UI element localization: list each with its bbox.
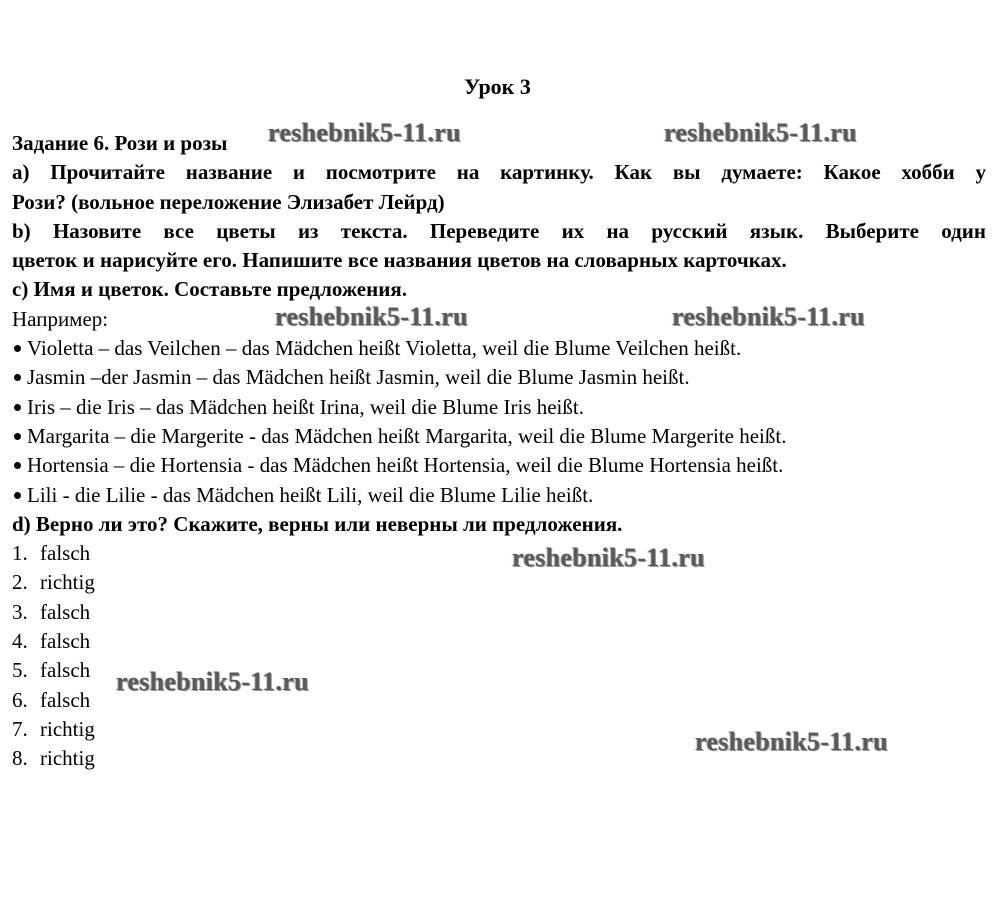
answer-value: richtig bbox=[40, 716, 95, 741]
answer-number: 1. bbox=[12, 541, 28, 566]
example-text: Margarita – die Margerite - das Mädchen heißt Margarita, weil die Blume Margerite heißt. bbox=[27, 423, 787, 448]
answer-value: falsch bbox=[40, 658, 91, 683]
example-text: Violetta – das Veilchen – das Mädchen heißt Violetta, weil die Blume Veilchen heißt. bbox=[27, 336, 742, 361]
answer-number: 8. bbox=[12, 746, 28, 771]
answer-item bbox=[12, 539, 986, 568]
answer-item bbox=[12, 715, 986, 744]
answer-item bbox=[12, 568, 986, 597]
watermark-text: reshebnik5-11.ru bbox=[672, 302, 865, 331]
example-item bbox=[12, 481, 986, 510]
answer-number: 5. bbox=[12, 658, 28, 683]
bullet-icon bbox=[14, 492, 21, 499]
example-item bbox=[12, 451, 986, 480]
answer-number: 6. bbox=[12, 687, 28, 712]
watermark-text: reshebnik5-11.ru bbox=[664, 118, 857, 147]
task-heading: Задание 6. Рози и розы bbox=[12, 131, 228, 155]
example-text: Jasmin –der Jasmin – das Mädchen heißt Jasmin, weil die Blume Jasmin heißt. bbox=[27, 365, 690, 390]
answer-number: 7. bbox=[12, 716, 28, 741]
bullet-icon bbox=[14, 404, 21, 411]
bullet-icon bbox=[14, 462, 21, 469]
paragraph-d: d) Верно ли это? Скажите, верны или неверны ли предложения. bbox=[12, 511, 623, 536]
answer-item bbox=[12, 627, 986, 656]
example-item bbox=[12, 393, 986, 422]
bullet-icon bbox=[14, 433, 21, 440]
example-text: Hortensia – die Hortensia - das Mädchen heißt Hortensia, weil die Blume Hortensia heißt. bbox=[27, 453, 784, 478]
example-item bbox=[12, 334, 986, 363]
paragraph-b-line-2: цветок и нарисуйте его. Напишите все названия цветов на словарных карточках. bbox=[12, 248, 787, 273]
answer-value: richtig bbox=[40, 746, 95, 771]
example-text: Lili - die Lilie - das Mädchen heißt Lili, weil die Blume Lilie heißt. bbox=[27, 482, 594, 507]
answer-value: falsch bbox=[40, 541, 91, 566]
paragraph-b-line-1: b) Назовите все цветы из текста. Переведите их на русский язык. Выберите один bbox=[12, 218, 986, 243]
answer-item bbox=[12, 656, 986, 685]
answer-number: 2. bbox=[12, 570, 28, 595]
example-text: Iris – die Iris – das Mädchen heißt Irina, weil die Blume Iris heißt. bbox=[27, 394, 584, 419]
example-item bbox=[12, 422, 986, 451]
task-content bbox=[12, 129, 986, 774]
example-item bbox=[12, 363, 986, 392]
answer-item bbox=[12, 744, 986, 773]
answer-number: 3. bbox=[12, 599, 28, 624]
answer-item bbox=[12, 598, 986, 627]
watermark-text: reshebnik5-11.ru bbox=[695, 727, 888, 756]
watermark-text: reshebnik5-11.ru bbox=[268, 118, 461, 147]
paragraph-a-line-2: Рози? (вольное переложение Элизабет Лейрд) bbox=[12, 189, 445, 214]
answer-number: 4. bbox=[12, 629, 28, 654]
paragraph-a-line-1: a) Прочитайте название и посмотрите на картинку. Как вы думаете: Какое хобби у bbox=[12, 160, 986, 185]
paragraph-c: с) Имя и цветок. Составьте предложения. bbox=[12, 277, 407, 302]
answer-value: falsch bbox=[40, 687, 91, 712]
watermark-text: reshebnik5-11.ru bbox=[275, 302, 468, 331]
lesson-title: Урок 3 bbox=[464, 74, 531, 99]
answer-item bbox=[12, 686, 986, 715]
answer-value: richtig bbox=[40, 570, 95, 595]
watermark-text: reshebnik5-11.ru bbox=[512, 543, 705, 572]
bullet-icon bbox=[14, 374, 21, 381]
watermark-text: reshebnik5-11.ru bbox=[116, 667, 309, 696]
answer-value: falsch bbox=[40, 599, 91, 624]
bullet-icon bbox=[14, 345, 21, 352]
answer-value: falsch bbox=[40, 629, 91, 654]
example-label: Например: bbox=[12, 306, 109, 331]
